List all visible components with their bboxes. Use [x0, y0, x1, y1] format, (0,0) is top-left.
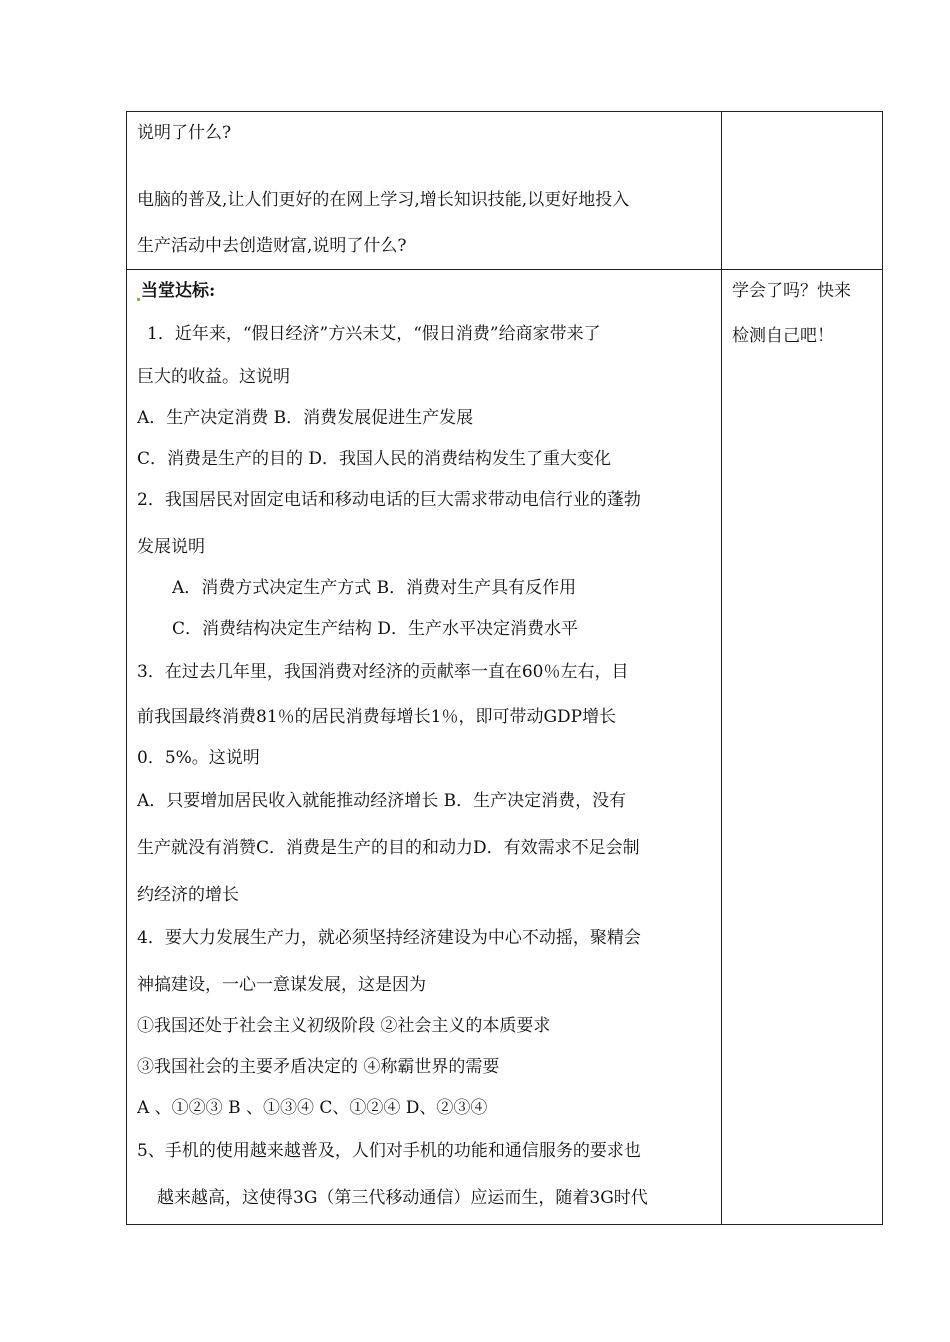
q3-options: 约经济的增长: [137, 885, 239, 905]
note-cell: [722, 112, 883, 270]
q3-options: A．只要增加居民收入就能推动经济增长 B．生产决定消费，没有: [137, 791, 627, 811]
q1-stem: 巨大的收益。这说明: [137, 367, 290, 387]
q4-stem: 4．要大力发展生产力，就必须坚持经济建设为中心不动摇，聚精会: [137, 928, 641, 948]
q2-stem: 2．我国居民对固定电话和移动电话的巨大需求带动电信行业的蓬勃: [137, 490, 641, 510]
q4-stem: 神搞建设，一心一意谋发展，这是因为: [137, 975, 426, 995]
q2-options: C．消费结构决定生产结构 D．生产水平决定消费水平: [172, 619, 579, 639]
section-heading: 当堂达标:: [137, 276, 721, 301]
marker-dot: [137, 298, 140, 301]
table-row: [127, 270, 883, 1225]
q4-items: ①我国还处于社会主义初级阶段 ②社会主义的本质要求: [137, 1016, 551, 1036]
tip-text: 学会了吗？快来: [732, 281, 851, 301]
exercise-cell: [127, 270, 722, 1225]
q1-options: A．生产决定消费 B．消费发展促进生产发展: [137, 408, 474, 428]
q2-options: A．消费方式决定生产方式 B．消费对生产具有反作用: [172, 578, 577, 598]
q1-stem: 1．近年来，“假日经济”方兴未艾，“假日消费”给商家带来了: [147, 324, 601, 344]
q5-stem: 5、手机的使用越来越普及，人们对手机的功能和通信服务的要求也: [137, 1141, 641, 1161]
tip-cell: [722, 270, 883, 1225]
q3-stem: 3．在过去几年里，我国消费对经济的贡献率一直在60％左右，目: [137, 662, 629, 682]
q3-stem: 0．5%。这说明: [137, 748, 260, 768]
question-cell: [127, 112, 722, 270]
table-row: [127, 112, 883, 270]
q3-options: 生产就没有消赞C．消费是生产的目的和动力D．有效需求不足会制: [137, 838, 640, 858]
question-text: 说明了什么?: [137, 123, 232, 143]
tip-text: 检测自己吧！: [732, 326, 834, 346]
q5-stem: 越来越高，这使得3G（第三代移动通信）应运而生，随着3G时代: [157, 1188, 648, 1208]
q1-options: C．消费是生产的目的 D．我国人民的消费结构发生了重大变化: [137, 449, 612, 469]
lesson-table: [126, 111, 883, 1225]
question-text: 生产活动中去创造财富,说明了什么?: [137, 236, 407, 256]
q3-stem: 前我国最终消费81％的居民消费每增长1％，即可带动GDP增长: [137, 707, 617, 727]
q4-options: A 、①②③ B 、①③④ C、①②④ D、②③④: [137, 1098, 488, 1118]
q2-stem: 发展说明: [137, 537, 205, 557]
question-text: 电脑的普及,让人们更好的在网上学习,增长知识技能,以更好地投入: [137, 190, 630, 210]
q4-items: ③我国社会的主要矛盾决定的 ④称霸世界的需要: [137, 1057, 500, 1077]
